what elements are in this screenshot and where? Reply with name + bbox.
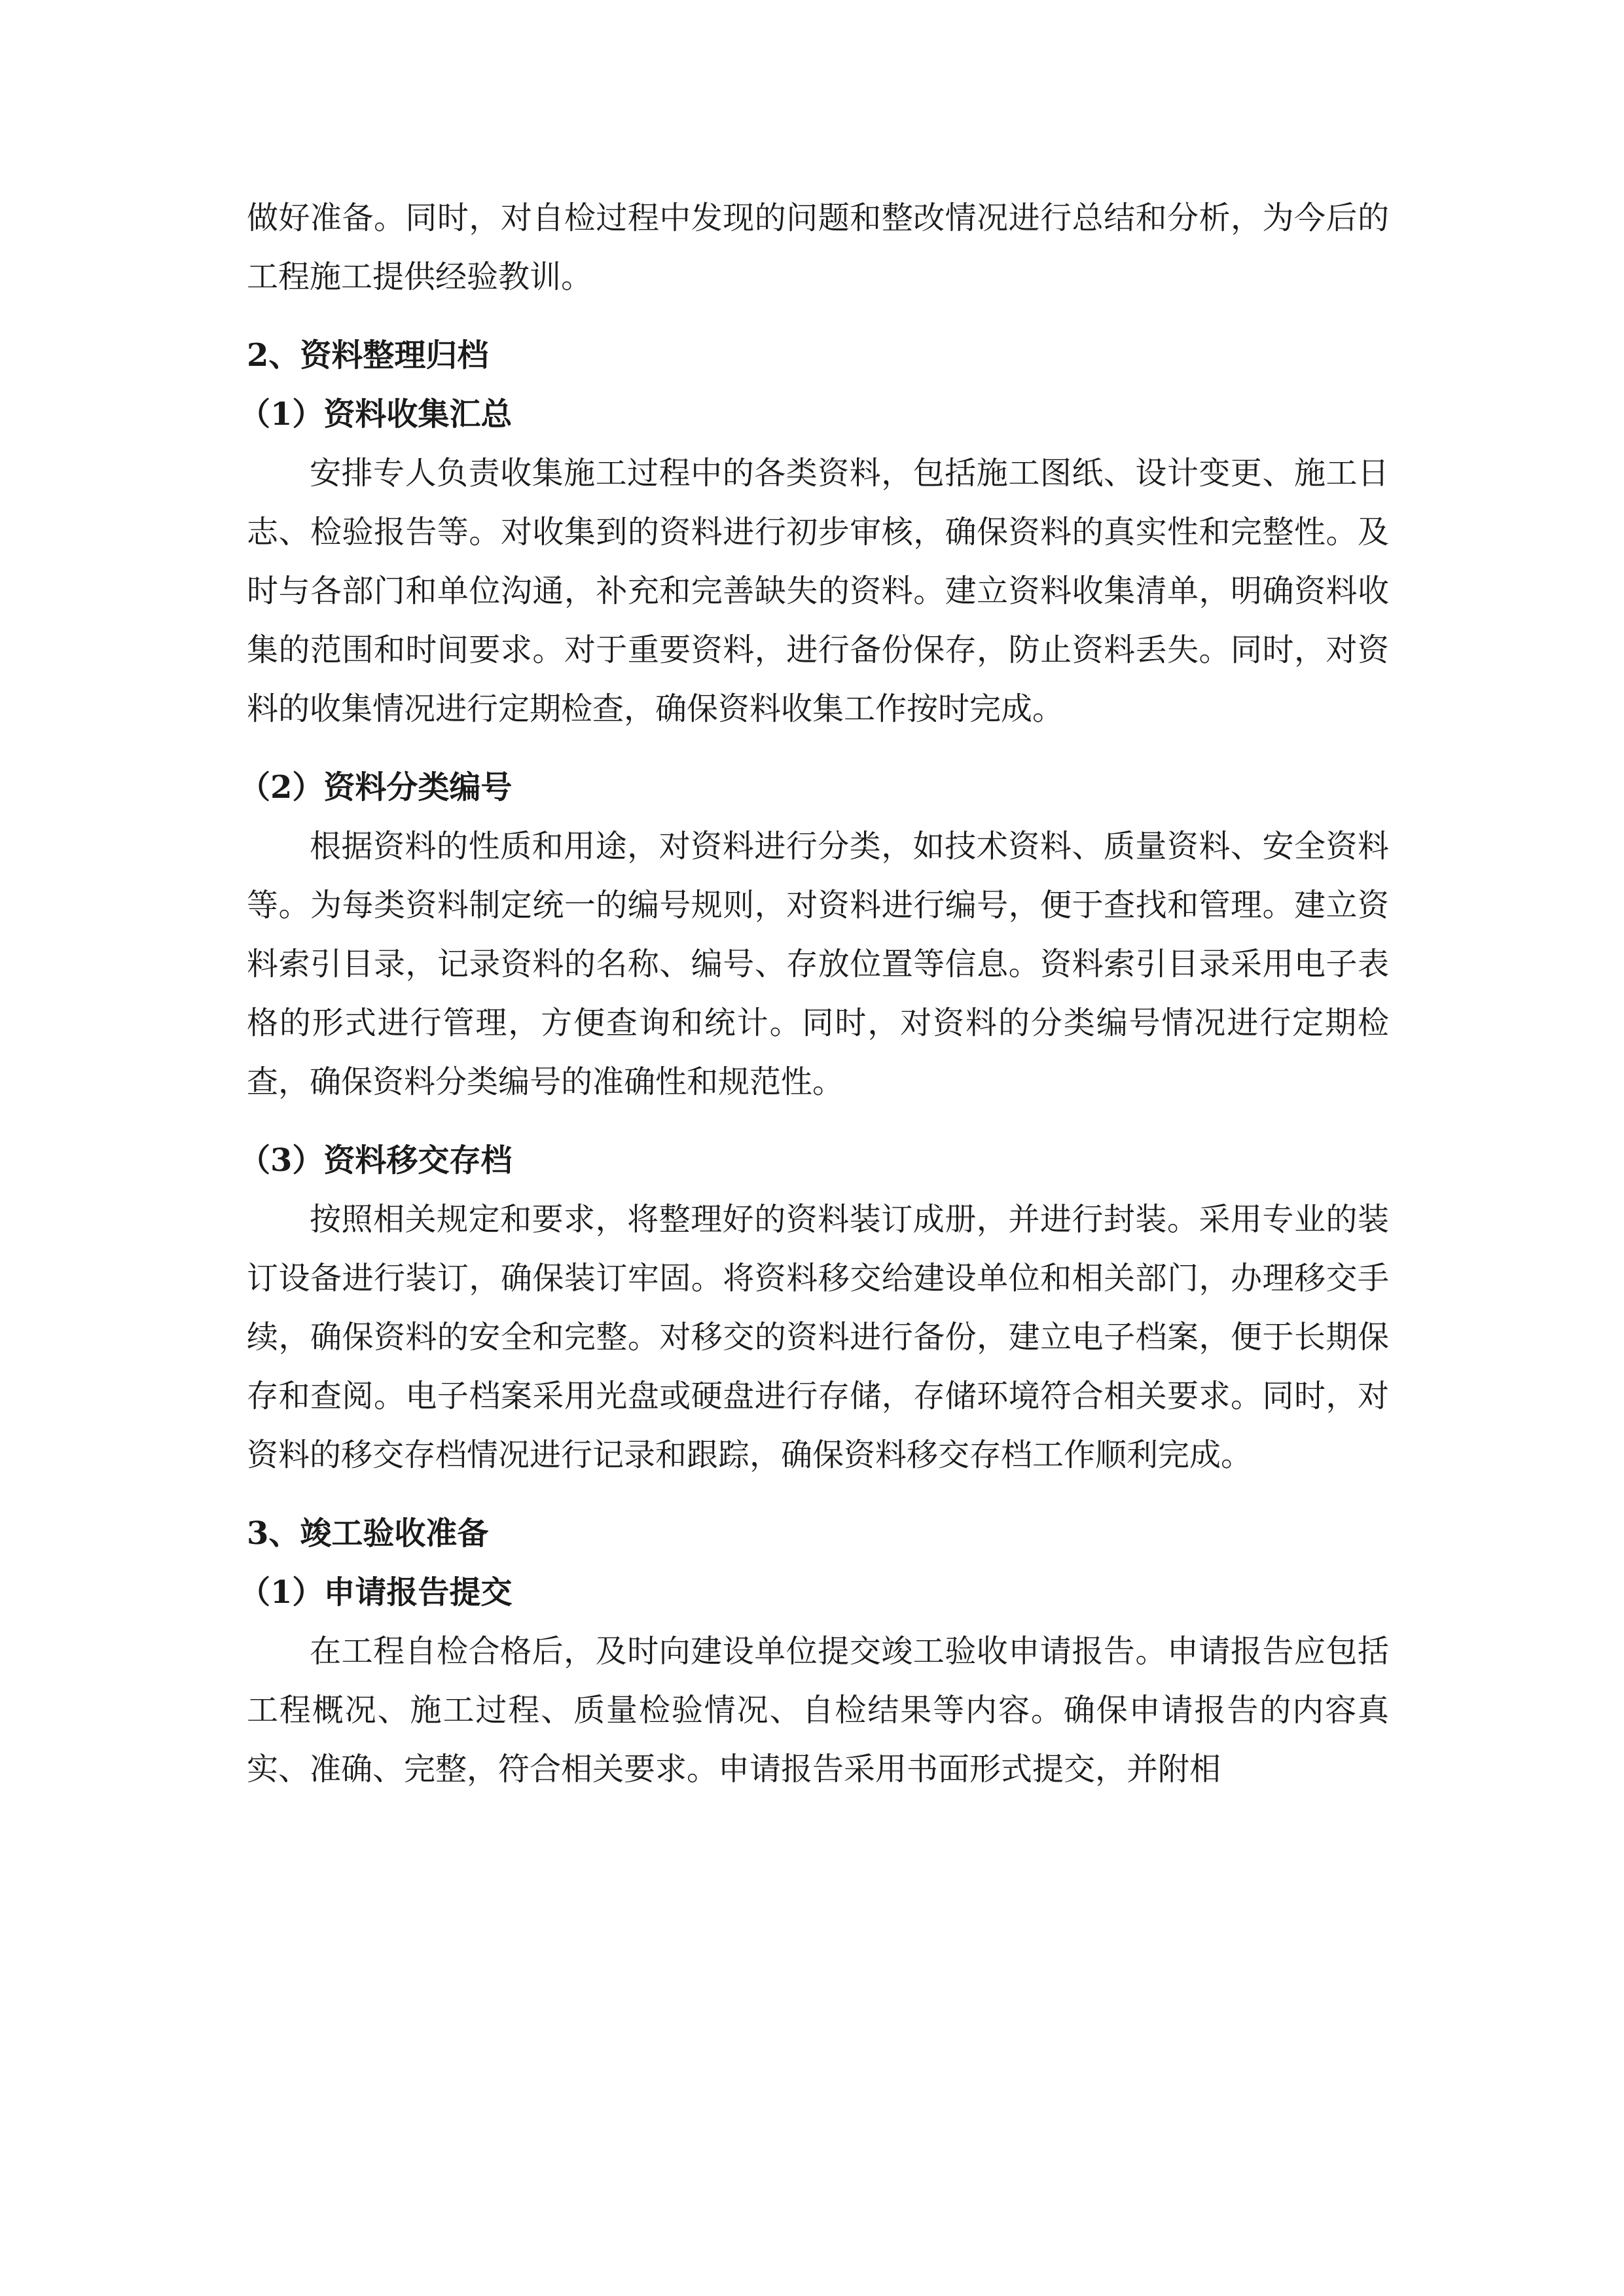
section-2-2-heading: （2）资料分类编号 — [239, 769, 513, 806]
section-3-1-body: 在工程自检合格后，及时向建设单位提交竣工验收申请报告。申请报告应包括工程概况、施工过程、质量检验情况、自检结果等内容。确保申请报告的内容真实、准确、完整，符合相关要求。申请报告采用书面形式提交，并附相 — [247, 1633, 1389, 1787]
section-2-1-heading: （1）资料收集汇总 — [239, 396, 513, 433]
section-2-1-body: 安排专人负责收集施工过程中的各类资料，包括施工图纸、设计变更、施工日志、检验报告等。对收集到的资料进行初步审核，确保资料的真实性和完整性。及时与各部门和单位沟通，补充和完善缺失的资料。建立资料收集清单，明确资料收集的范围和时间要求。对于重要资料，进行备份保存，防止资料丢失。同时，对资料的收集情况进行定期检查，确保资料收集工作按时完成。 — [247, 455, 1389, 727]
document-page — [239, 188, 1389, 1799]
section-2-3-heading: （3）资料移交存档 — [239, 1142, 513, 1179]
intro-paragraph: 做好准备。同时，对自检过程中发现的问题和整改情况进行总结和分析，为今后的工程施工提供经验教训。 — [247, 200, 1389, 295]
section-2-heading: 2、资料整理归档 — [247, 337, 489, 374]
section-2-2-body: 根据资料的性质和用途，对资料进行分类，如技术资料、质量资料、安全资料等。为每类资料制定统一的编号规则，对资料进行编号，便于查找和管理。建立资料索引目录，记录资料的名称、编号、存放位置等信息。资料索引目录采用电子表格的形式进行管理，方便查询和统计。同时，对资料的分类编号情况进行定期检查，确保资料分类编号的准确性和规范性。 — [247, 828, 1389, 1100]
section-2-3-body: 按照相关规定和要求，将整理好的资料装订成册，并进行封装。采用专业的装订设备进行装订，确保装订牢固。将资料移交给建设单位和相关部门，办理移交手续，确保资料的安全和完整。对移交的资料进行备份，建立电子档案，便于长期保存和查阅。电子档案采用光盘或硬盘进行存储，存储环境符合相关要求。同时，对资料的移交存档情况进行记录和跟踪，确保资料移交存档工作顺利完成。 — [247, 1201, 1389, 1473]
section-3-heading: 3、竣工验收准备 — [247, 1515, 489, 1552]
section-3-1-heading: （1）申请报告提交 — [239, 1574, 513, 1611]
